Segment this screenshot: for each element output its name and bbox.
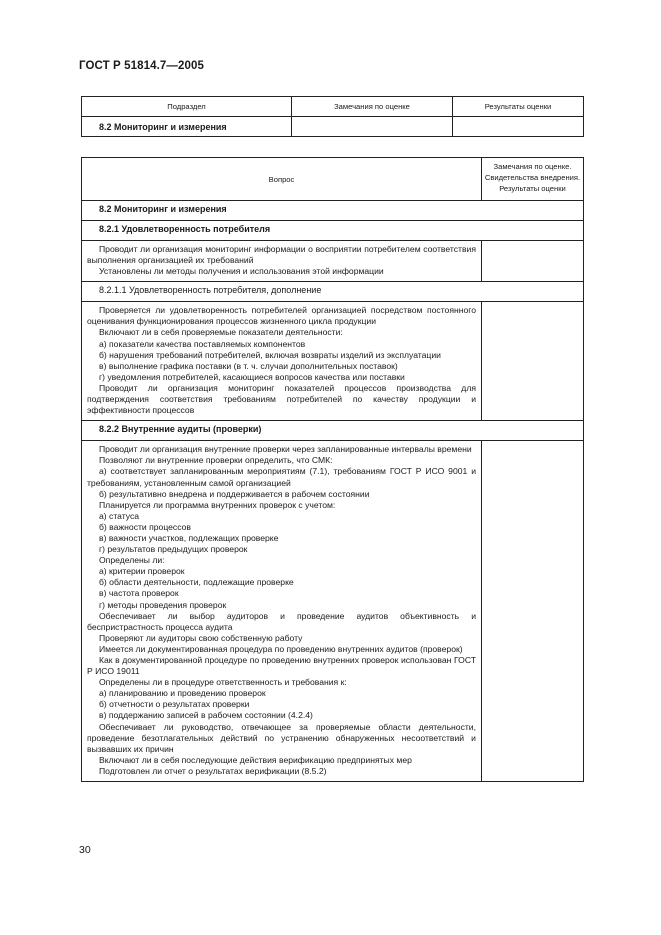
question-line: а) соответствует запланированным мероприятиям (7.1), требованиям ГОСТ Р ИСО 9001 и требованиям, установленным самой организацией (87, 466, 476, 488)
question-line: в) поддержанию записей в рабочем состоянии (4.2.4) (99, 710, 313, 721)
content-row (82, 441, 584, 782)
question-line: Обеспечивает ли выбор аудиторов и проведение аудитов объективность и беспристрастность процесса аудита (87, 610, 476, 632)
question-line: Проводит ли организация мониторинг информации о восприятии потребителем соответствия выполнения организацией их требований (87, 244, 476, 266)
section-title: 8.2 Мониторинг и измерения (82, 201, 584, 221)
question-line: Установлены ли методы получения и использования этой информации (99, 266, 384, 277)
column-header-question: Вопрос (82, 158, 482, 201)
page-number: 30 (79, 844, 91, 856)
question-line: б) отчетности о результатах проверки (99, 699, 250, 710)
table-row (82, 117, 584, 137)
subsection-cell: 8.2 Мониторинг и измерения (82, 117, 292, 137)
subsection-title: 8.2.2 Внутренние аудиты (проверки) (82, 421, 584, 441)
question-content (82, 241, 482, 282)
question-line: б) области деятельности, подлежащие проверке (99, 577, 294, 588)
question-line: Подготовлен ли отчет о результатах верификации (8.5.2) (99, 765, 327, 776)
question-line: б) нарушения требований потребителей, включая возвраты изделий из эксплуатации (99, 349, 441, 360)
question-line: Позволяют ли внутренние проверки определить, что СМК: (99, 455, 333, 466)
question-line: Проверяется ли удовлетворенность потребителей организацией посредством постоянного оценивания функционирования процессов жизненного цикла продукции (87, 305, 476, 327)
subsection-title: 8.2.1.1 Удовлетворенность потребителя, дополнение (82, 282, 584, 302)
question-line: Определены ли: (99, 555, 165, 566)
question-line: Как в документированной процедуре по проведению внутренних проверок использован ГОСТ Р ИСО 19011 (87, 655, 476, 677)
question-line: в) важности участков, подлежащих проверке (99, 532, 279, 543)
question-line: Включают ли в себя проверяемые показатели деятельности: (99, 327, 343, 338)
question-content (82, 441, 482, 782)
column-header-results: Результаты оценки (453, 97, 584, 117)
question-line: а) показатели качества поставляемых компонентов (99, 338, 306, 349)
question-line: Включают ли в себя последующие действия верификацию предпринятых мер (99, 754, 412, 765)
subsection-row (82, 221, 584, 241)
question-line: Планируется ли программа внутренних проверок с учетом: (99, 499, 336, 510)
answer-cell (482, 241, 584, 282)
header-line: Результаты оценки (499, 184, 566, 193)
question-line: в) частота проверок (99, 588, 179, 599)
table-header-row (82, 97, 584, 117)
question-line: б) важности процессов (99, 521, 191, 532)
column-header-results (482, 158, 584, 201)
assessment-summary-table (81, 96, 584, 137)
document-header: ГОСТ Р 51814.7—2005 (79, 60, 204, 72)
question-line: Определены ли в процедуре ответственность и требования к: (99, 677, 347, 688)
section-row (82, 201, 584, 221)
question-line: г) методы проведения проверок (99, 599, 227, 610)
table-header-row (82, 158, 584, 201)
answer-cell (482, 441, 584, 782)
header-line: Свидетельства внедрения. (484, 173, 581, 182)
question-line: в) выполнение графика поставки (в т. ч. случаи дополнительных поставок) (99, 360, 398, 371)
subsection-row (82, 421, 584, 441)
question-line: б) результативно внедрена и поддерживается в рабочем состоянии (99, 488, 370, 499)
question-line: а) статуса (99, 510, 140, 521)
question-content (82, 302, 482, 421)
content-row (82, 241, 584, 282)
question-line: г) результатов предыдущих проверок (99, 544, 248, 555)
question-line: Проводит ли организация внутренние проверки через запланированные интервалы времени (99, 444, 472, 455)
content-row (82, 302, 584, 421)
results-cell (453, 117, 584, 137)
subsection-row (82, 282, 584, 302)
question-line: Проводит ли организация мониторинг показателей процессов производства для подтверждения соответствия требованиям потребителей по качеству продукции и эффективности процессов (87, 382, 476, 416)
column-header-remarks: Замечания по оценке (292, 97, 453, 117)
question-line: а) критерии проверок (99, 566, 185, 577)
question-line: Обеспечивает ли руководство, отвечающее за проверяемые области деятельности, проведение безотлагательных действий по устранению обнаруженных несоответствий и вызвавших их причин (87, 721, 476, 754)
question-line: Проверяют ли аудиторы свою собственную работу (99, 632, 303, 643)
header-line: Замечания по оценке. (493, 162, 572, 171)
remarks-cell (292, 117, 453, 137)
question-line: Имеется ли документированная процедура по проведению внутренних аудитов (проверок) (99, 643, 463, 654)
subsection-title: 8.2.1 Удовлетворенность потребителя (82, 221, 584, 241)
question-line: а) планированию и проведению проверок (99, 688, 266, 699)
question-line: г) уведомления потребителей, касающиеся вопросов качества или поставки (99, 371, 405, 382)
column-header-subsection: Подраздел (82, 97, 292, 117)
questionnaire-table (81, 157, 584, 782)
answer-cell (482, 302, 584, 421)
